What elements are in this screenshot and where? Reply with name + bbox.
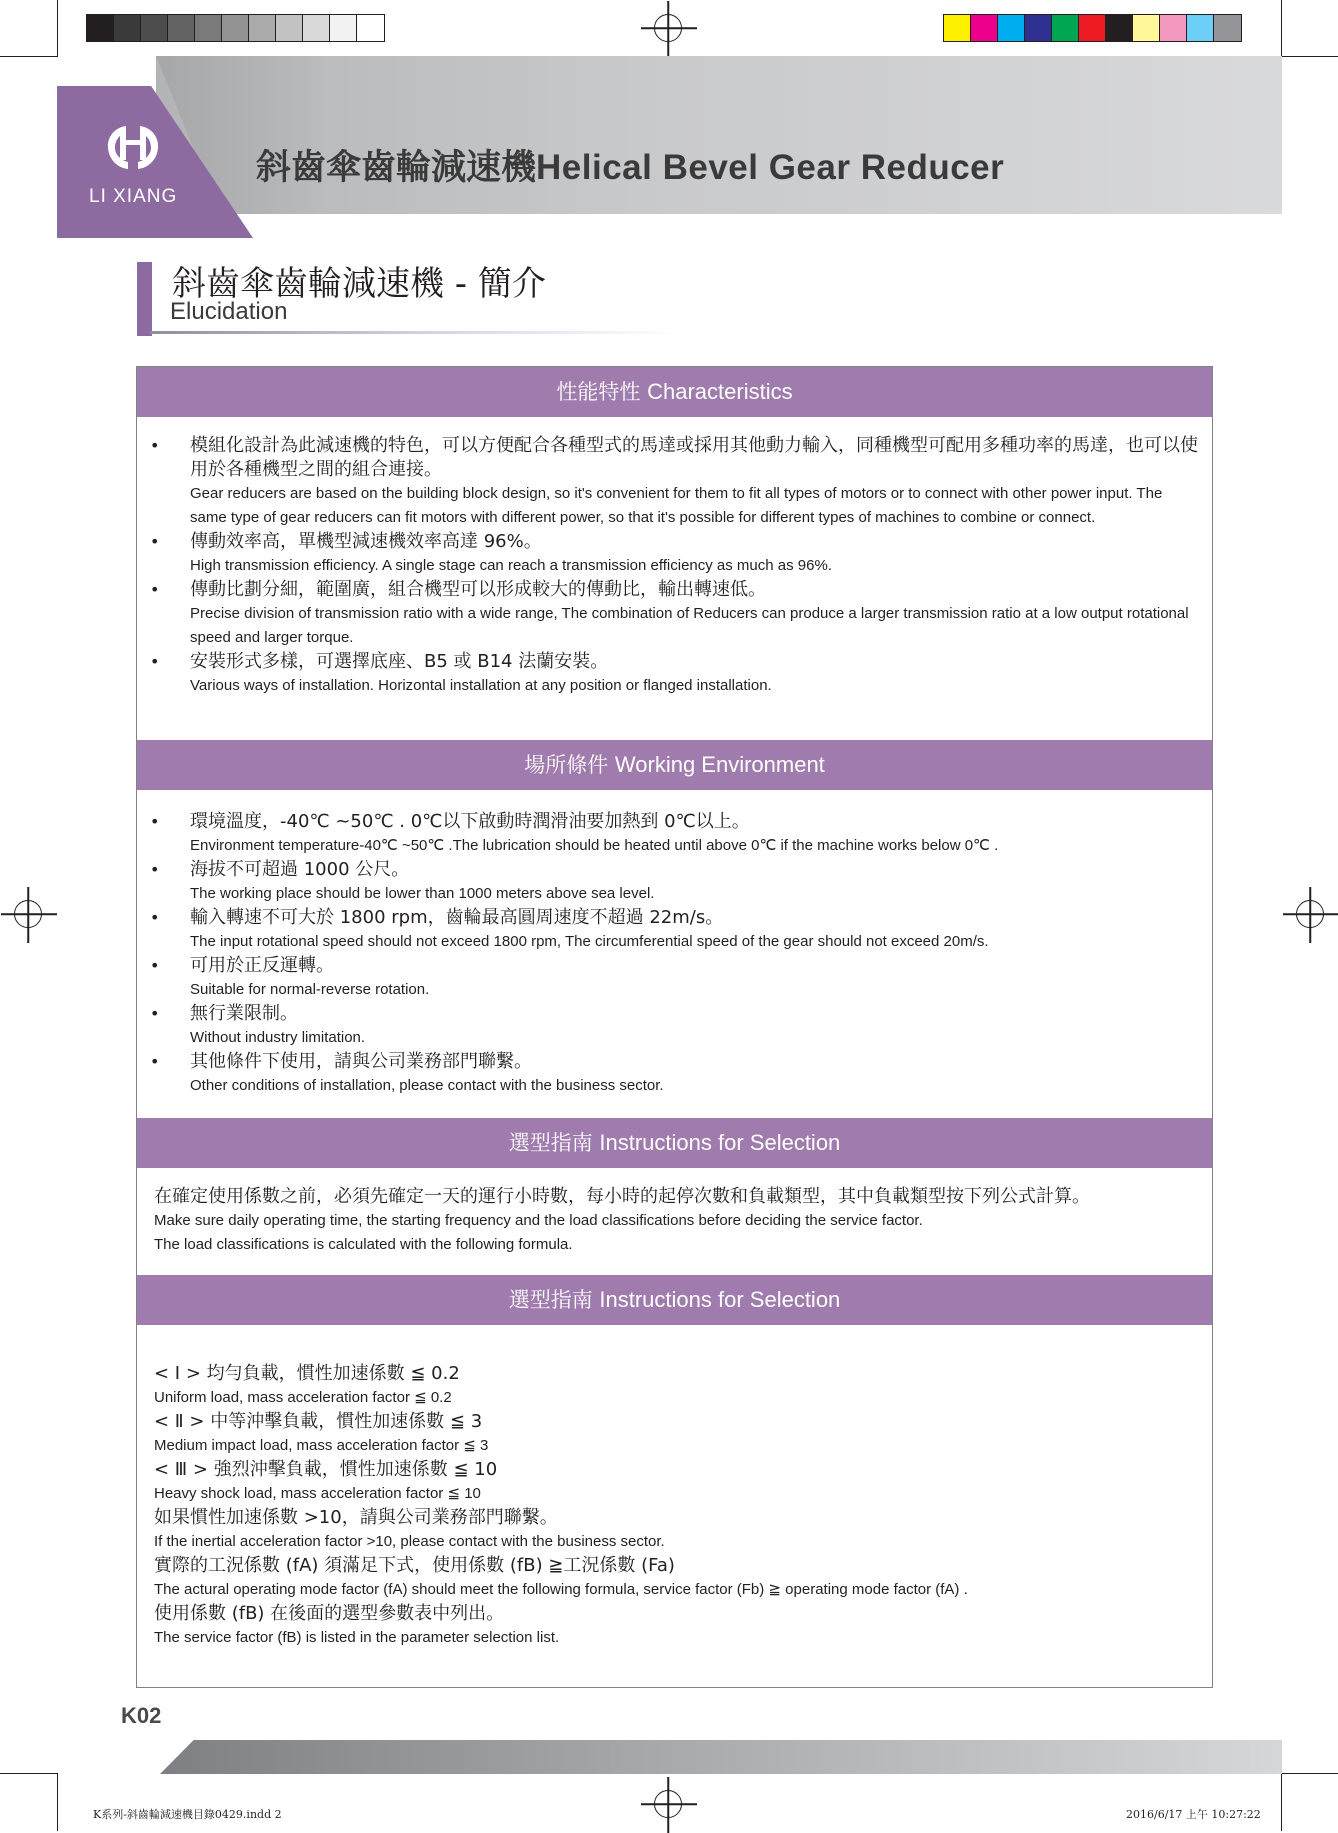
crop-mark bbox=[1281, 56, 1338, 57]
band-characteristics bbox=[137, 367, 1212, 417]
li-xiang-logo-icon bbox=[104, 122, 162, 174]
bullet-item bbox=[150, 578, 1202, 650]
color-swatch bbox=[1160, 15, 1187, 41]
bullet-text-zh: • 海拔不可超過 1000 公尺。 bbox=[190, 859, 410, 880]
bullet-item bbox=[150, 530, 1202, 578]
bullet-text-en: Without industry limitation. bbox=[190, 1029, 366, 1046]
selection-line-en: Uniform load, mass acceleration factor ≦ 0.2 bbox=[154, 1389, 452, 1406]
registration-mark-icon bbox=[14, 900, 42, 928]
selection-line-zh: 使用係數 (fB) 在後面的選型參數表中列出。 bbox=[154, 1603, 505, 1624]
bullet-text-zh: • 模組化設計為此減速機的特色，可以方便配合各種型式的馬達或採用其他動力輸入，同種機型可配用多種功率的馬達，也可以使用於各種機型之間的組合連接。 bbox=[190, 435, 1198, 480]
section-title: 斜齒傘齒輪減速機 - 簡介 bbox=[172, 264, 546, 304]
file-slug: K系列-斜齒輪減速機目錄0429.indd 2 bbox=[93, 1808, 282, 1821]
characteristics-list bbox=[150, 434, 1202, 698]
bullet-item bbox=[150, 1050, 1202, 1098]
selection-line-zh: 實際的工況係數 (fA) 須滿足下式，使用係數 (fB) ≧工況係數 (Fa) bbox=[154, 1555, 675, 1576]
selection-line-en: The actural operating mode factor (fA) should meet the following formula, service factor (Fb) ≧ operating mode factor (fA) . bbox=[154, 1581, 968, 1598]
bullet-item bbox=[150, 810, 1202, 858]
selection-intro-en-1: Make sure daily operating time, the starting frequency and the load classifications before deciding the service factor. bbox=[154, 1212, 923, 1229]
header-title-zh: 斜齒傘齒輪減速機 bbox=[256, 148, 537, 188]
bullet-text-zh: • 無行業限制。 bbox=[190, 1003, 298, 1024]
color-swatch bbox=[1106, 15, 1133, 41]
color-swatch bbox=[168, 15, 195, 41]
header-banner bbox=[156, 56, 1282, 214]
working-environment-list bbox=[150, 810, 1202, 1098]
color-swatch bbox=[87, 15, 114, 41]
color-swatch bbox=[971, 15, 998, 41]
header-title-en: Helical Bevel Gear Reducer bbox=[536, 148, 1005, 187]
registration-mark-icon bbox=[654, 14, 682, 42]
color-swatch bbox=[998, 15, 1025, 41]
crop-mark bbox=[57, 1773, 58, 1831]
bullet-text-en: The input rotational speed should not exceed 1800 rpm, The circumferential speed of the gear should not exceed 20m/s. bbox=[190, 933, 989, 950]
band-characteristics-zh: 性能特性 bbox=[556, 380, 648, 404]
page-number: K02 bbox=[121, 1703, 162, 1728]
selection-line-en: The service factor (fB) is listed in the parameter selection list. bbox=[154, 1629, 560, 1646]
bullet-text-en: Suitable for normal-reverse rotation. bbox=[190, 981, 430, 998]
bullet-text-zh: • 輸入轉速不可大於 1800 rpm，齒輪最高圓周速度不超過 22m/s。 bbox=[190, 907, 724, 928]
selection-intro-text bbox=[154, 1185, 1204, 1257]
bullet-item bbox=[150, 1002, 1202, 1050]
color-control-bar bbox=[943, 14, 1242, 42]
footer-banner bbox=[160, 1740, 1282, 1774]
bullet-item bbox=[150, 954, 1202, 1002]
band-environment-zh: 場所條件 bbox=[524, 753, 615, 777]
color-swatch bbox=[249, 15, 276, 41]
selection-intro-zh: 在確定使用係數之前，必須先確定一天的運行小時數，每小時的起停次數和負載類型，其中負載類型按下列公式計算。 bbox=[154, 1186, 1090, 1207]
bullet-text-zh: • 環境溫度，-40℃ ~50℃ . 0℃以下啟動時潤滑油要加熱到 0℃以上。 bbox=[190, 811, 750, 832]
bullet-text-zh: • 傳動比劃分細，範圍廣，組合機型可以形成較大的傳動比，輸出轉速低。 bbox=[190, 579, 766, 600]
band-selection-detail bbox=[137, 1275, 1212, 1325]
color-swatch bbox=[114, 15, 141, 41]
color-swatch bbox=[1052, 15, 1079, 41]
crop-mark bbox=[0, 56, 57, 57]
bullet-item bbox=[150, 858, 1202, 906]
band-selection2-en: Instructions for Selection bbox=[599, 1287, 841, 1312]
color-swatch bbox=[276, 15, 303, 41]
gray-color-bar bbox=[86, 14, 385, 42]
band-environment-en: Working Environment bbox=[614, 752, 825, 777]
band-selection1-zh: 選型指南 bbox=[508, 1131, 600, 1155]
bullet-text-en: Various ways of installation. Horizontal installation at any position or flanged installation. bbox=[190, 677, 772, 694]
section-underline bbox=[150, 331, 680, 334]
color-swatch bbox=[330, 15, 357, 41]
selection-line-zh: < Ⅱ > 中等沖擊負載，慣性加速係數 ≦ 3 bbox=[154, 1411, 483, 1432]
selection-detail-list bbox=[154, 1362, 1204, 1650]
color-swatch bbox=[1079, 15, 1106, 41]
color-swatch bbox=[1133, 15, 1160, 41]
selection-line-en: Medium impact load, mass acceleration factor ≦ 3 bbox=[154, 1437, 489, 1454]
band-working-environment bbox=[137, 740, 1212, 790]
bullet-text-zh: • 傳動效率高，單機型減速機效率高達 96%。 bbox=[190, 531, 542, 552]
color-swatch bbox=[222, 15, 249, 41]
color-swatch bbox=[944, 15, 971, 41]
bullet-item bbox=[150, 434, 1202, 530]
registration-mark-icon bbox=[654, 1790, 682, 1818]
crop-mark bbox=[1281, 0, 1282, 57]
section-subtitle: Elucidation bbox=[170, 298, 288, 325]
bullet-item bbox=[150, 906, 1202, 954]
bullet-text-en: The working place should be lower than 1000 meters above sea level. bbox=[190, 885, 655, 902]
selection-line-en: Heavy shock load, mass acceleration factor ≦ 10 bbox=[154, 1485, 481, 1502]
crop-mark bbox=[1281, 1773, 1338, 1774]
bullet-text-en: Other conditions of installation, please contact with the business sector. bbox=[190, 1077, 664, 1094]
color-swatch bbox=[1025, 15, 1052, 41]
crop-mark bbox=[1281, 1773, 1282, 1831]
color-swatch bbox=[141, 15, 168, 41]
color-swatch bbox=[1187, 15, 1214, 41]
section-accent-bar bbox=[137, 262, 152, 336]
bullet-text-zh: • 其他條件下使用，請與公司業務部門聯繫。 bbox=[190, 1051, 532, 1072]
band-selection-intro bbox=[137, 1118, 1212, 1168]
color-swatch bbox=[1214, 15, 1241, 41]
color-swatch bbox=[357, 15, 384, 41]
color-swatch bbox=[303, 15, 330, 41]
crop-mark bbox=[0, 1773, 57, 1774]
bullet-item bbox=[150, 650, 1202, 698]
band-selection1-en: Instructions for Selection bbox=[599, 1130, 841, 1155]
selection-intro-en-2: The load classifications is calculated with the following formula. bbox=[154, 1236, 573, 1253]
crop-mark bbox=[57, 0, 58, 57]
bullet-text-zh: • 安裝形式多樣，可選擇底座、B5 或 B14 法蘭安裝。 bbox=[190, 651, 609, 672]
bullet-text-en: High transmission efficiency. A single stage can reach a transmission efficiency as much as 96%. bbox=[190, 557, 832, 574]
bullet-text-en: Precise division of transmission ratio with a wide range, The combination of Reducers can produce a larger transmission ratio at a low output rotational speed and larger torque. bbox=[190, 605, 1189, 646]
selection-line-zh: < Ⅲ > 強烈沖擊負載，慣性加速係數 ≦ 10 bbox=[154, 1459, 498, 1480]
registration-mark-icon bbox=[1296, 900, 1324, 928]
band-selection2-zh: 選型指南 bbox=[508, 1288, 600, 1312]
logo-wordmark: LI XIANG bbox=[89, 186, 178, 207]
bullet-text-en: Environment temperature-40℃ ~50℃ .The lubrication should be heated until above 0℃ if the machine works below 0℃ . bbox=[190, 837, 999, 854]
selection-line-zh: < Ⅰ > 均勻負載，慣性加速係數 ≦ 0.2 bbox=[154, 1363, 460, 1384]
print-timestamp: 2016/6/17 上午 10:27:22 bbox=[1126, 1808, 1261, 1821]
color-swatch bbox=[195, 15, 222, 41]
selection-line-en: If the inertial acceleration factor >10, please contact with the business sector. bbox=[154, 1533, 665, 1550]
bullet-text-zh: • 可用於正反運轉。 bbox=[190, 955, 334, 976]
page-header-title bbox=[256, 140, 1004, 190]
bullet-text-en: Gear reducers are based on the building block design, so it's convenient for them to fit all types of motors or to connect with other power input. The same type of gear reducers can fit motors with different power, so that it's possible for different types of machines to combine or connect. bbox=[190, 485, 1163, 526]
band-characteristics-en: Characteristics bbox=[647, 379, 793, 404]
selection-line-zh: 如果慣性加速係數 >10，請與公司業務部門聯繫。 bbox=[154, 1507, 558, 1528]
